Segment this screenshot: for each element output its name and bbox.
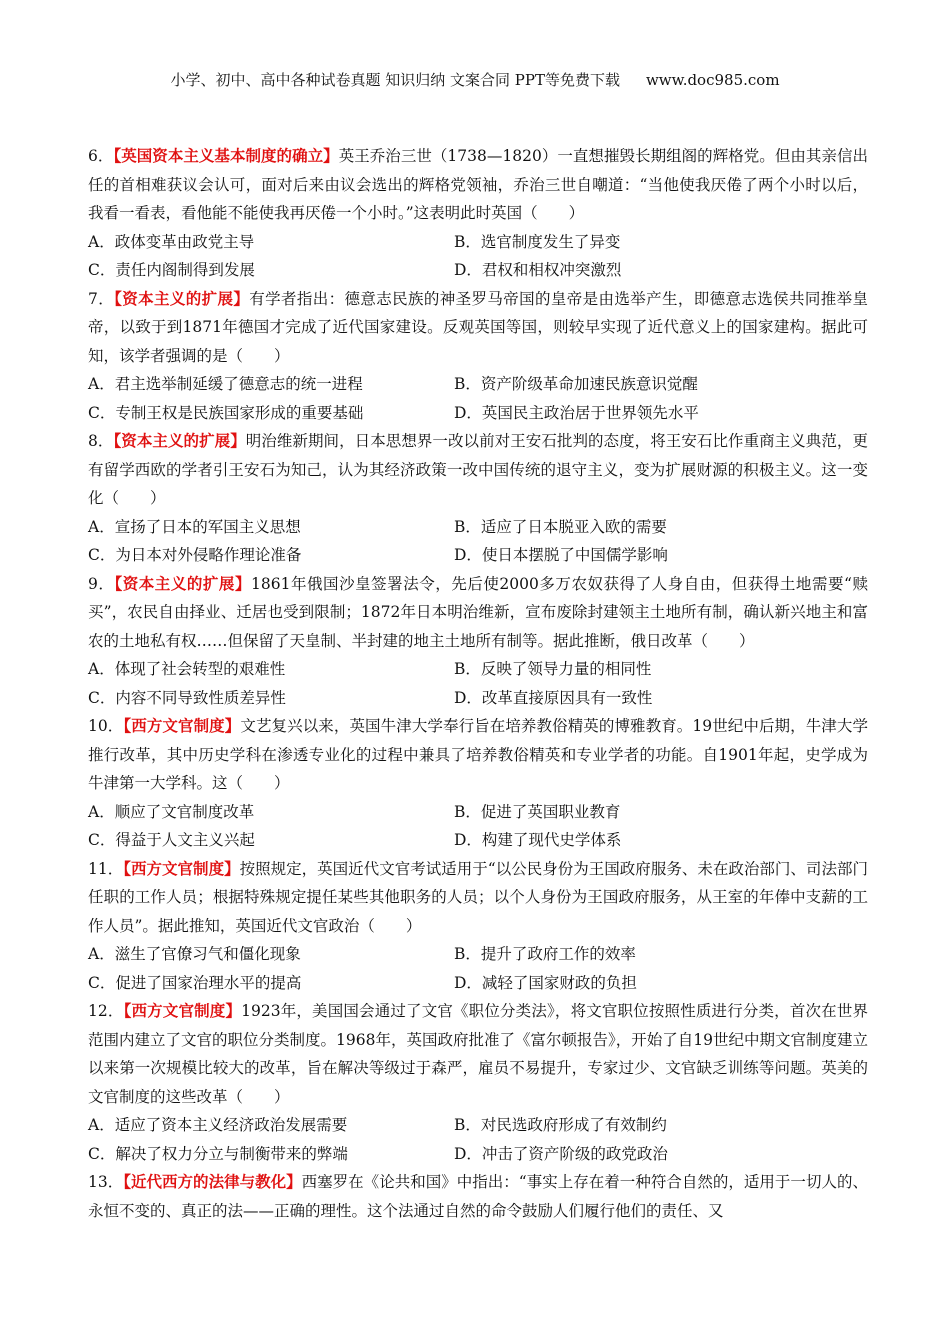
option-d: D．减轻了国家财政的负担 xyxy=(454,973,637,992)
option-b: B．适应了日本脱亚入欧的需要 xyxy=(454,517,667,536)
question-number: 12． xyxy=(88,1002,124,1020)
question-7 xyxy=(88,285,868,428)
question-stem: 西塞罗在《论共和国》中指出：“事实上存在着一种符合自然的，适用于一切人的、永恒不变的、真正的法——正确的理性。这个法通过自然的命令鼓励人们履行他们的责任、又 xyxy=(88,1173,868,1220)
question-stem: 英王乔治三世（1738—1820）一直想摧毁长期组阁的辉格党。但由其亲信出任的首相难获议会认可，面对后来由议会选出的辉格党领袖，乔治三世自嘲道：“当他使我厌倦了两个小时以后，我看一看表，看他能不能使我再厌倦一个小时。”这表明此时英国（ ） xyxy=(88,147,868,222)
question-tag: 【近代西方的法律与教化】 xyxy=(123,1172,302,1191)
option-a: A．适应了资本主义经济政治发展需要 xyxy=(88,1116,348,1134)
option-d: D．君权和相权冲突激烈 xyxy=(454,261,622,279)
question-list xyxy=(88,142,868,1225)
option-c: C．得益于人文主义兴起 xyxy=(88,831,255,849)
options xyxy=(88,655,868,712)
option-b: B．促进了英国职业教育 xyxy=(454,802,621,821)
option-b: B．选官制度发生了异变 xyxy=(454,232,621,251)
question-tag: 【西方文官制度】 xyxy=(123,1001,242,1020)
option-d: D．使日本摆脱了中国儒学影响 xyxy=(454,546,668,564)
question-11 xyxy=(88,855,868,998)
option-b: B．资产阶级革命加速民族意识觉醒 xyxy=(454,375,698,393)
option-d: D．英国民主政治居于世界领先水平 xyxy=(454,403,699,422)
question-stem: 文艺复兴以来，英国牛津大学奉行旨在培养教俗精英的博雅教育。19世纪中后期，牛津大学推行改革，其中历史学科在渗透专业化的过程中兼具了培养教俗精英和专业学者的功能。自1901年起，史学成为牛津第一大学科。这（ ） xyxy=(88,717,868,792)
options xyxy=(88,228,868,285)
question-number: 9． xyxy=(88,574,115,593)
option-a: A．君主选举制延缓了德意志的统一进程 xyxy=(88,375,363,393)
question-number: 6． xyxy=(88,147,114,165)
option-c: C．为日本对外侵略作理论准备 xyxy=(88,546,302,564)
option-b: B．提升了政府工作的效率 xyxy=(454,945,636,963)
question-number: 13． xyxy=(88,1173,124,1191)
option-d: D．冲击了资产阶级的政党政治 xyxy=(454,1144,668,1163)
question-8 xyxy=(88,427,868,570)
question-number: 10． xyxy=(88,717,124,735)
question-stem: 1923年，美国国会通过了文官《职位分类法》，将文官职位按照性质进行分类，首次在世界范围内建立了文官的职位分类制度。1968年，英国政府批准了《富尔顿报告》，开始了自19世纪中期文官制度建立以来第一次规模比较大的改革，旨在解决等级过于森严，雇员不易提升，专家过少、文官缺乏训练等问题。英美的文官制度的这些改革（ ） xyxy=(88,1002,868,1106)
option-a: A．滋生了官僚习气和僵化现象 xyxy=(88,945,301,963)
option-b: B．反映了领导力量的相同性 xyxy=(454,660,652,678)
question-number: 8． xyxy=(88,432,114,450)
option-d: D．改革直接原因具有一致性 xyxy=(454,688,653,707)
header-text: 小学、初中、高中各种试卷真题 知识归纳 文案合同 PPT等免费下载 xyxy=(170,71,620,89)
question-12 xyxy=(88,997,868,1168)
question-stem: 按照规定，英国近代文官考试适用于“以公民身份为王国政府服务、未在政治部门、司法部门任职的工作人员；根据特殊规定提任某些其他职务的人员；以个人身份为王国政府服务，从王室的年俸中支薪的工作人员”。据此推知，英国近代文官政治（ ） xyxy=(88,859,868,935)
option-c: C．专制王权是民族国家形成的重要基础 xyxy=(88,403,364,422)
option-a: A．顺应了文官制度改革 xyxy=(88,802,255,821)
question-stem: 1861年俄国沙皇签署法令，先后使2000多万农奴获得了人身自由，但获得土地需要“赎买”，农民自由择业、迁居也受到限制；1872年日本明治维新，宣布废除封建领主土地所有制，确认新兴地主和富农的土地私有权……但保留了天皇制、半封建的地主土地所有制等。据此推断，俄日改革（ ） xyxy=(88,574,868,650)
question-6 xyxy=(88,142,868,285)
question-tag: 【资本主义的扩展】 xyxy=(114,288,250,308)
option-c: C．解决了权力分立与制衡带来的弊端 xyxy=(88,1144,348,1163)
header-site: www.doc985.com xyxy=(645,71,780,89)
options xyxy=(88,940,868,997)
question-tag: 【资本主义的扩展】 xyxy=(113,431,246,450)
option-c: C．内容不同导致性质差异性 xyxy=(88,688,286,707)
question-tag: 【西方文官制度】 xyxy=(123,716,241,735)
question-tag: 【资本主义的扩展】 xyxy=(114,573,251,593)
option-c: C．促进了国家治理水平的提高 xyxy=(88,973,302,992)
question-10 xyxy=(88,712,868,855)
option-a: A．政体变革由政党主导 xyxy=(88,232,255,251)
option-a: A．宣扬了日本的军国主义思想 xyxy=(88,517,301,536)
options xyxy=(88,1111,868,1168)
question-tag: 【西方文官制度】 xyxy=(123,858,240,878)
options xyxy=(88,513,868,570)
option-d: D．构建了现代史学体系 xyxy=(454,831,622,849)
options xyxy=(88,798,868,855)
page-header xyxy=(0,70,950,90)
question-stem: 明治维新期间，日本思想界一改以前对王安石批判的态度，将王安石比作重商主义典范，更有留学西欧的学者引王安石为知己，认为其经济政策一改中国传统的退守主义，变为扩展财源的积极主义。这一变化（ ） xyxy=(88,432,868,507)
options xyxy=(88,370,868,427)
option-b: B．对民选政府形成了有效制约 xyxy=(454,1116,667,1134)
question-number: 7． xyxy=(88,289,115,308)
question-number: 11． xyxy=(88,859,124,878)
question-tag: 【英国资本主义基本制度的确立】 xyxy=(113,146,339,165)
question-13 xyxy=(88,1168,868,1225)
option-a: A．体现了社会转型的艰难性 xyxy=(88,660,286,678)
option-c: C．责任内阁制得到发展 xyxy=(88,261,255,279)
question-stem: 有学者指出：德意志民族的神圣罗马帝国的皇帝是由选举产生，即德意志选侯共同推举皇帝，以致于到1871年德国才完成了近代国家建设。反观英国等国，则较早实现了近代意义上的国家建构。据此可知，该学者强调的是（ ） xyxy=(88,289,868,365)
question-9 xyxy=(88,570,868,713)
